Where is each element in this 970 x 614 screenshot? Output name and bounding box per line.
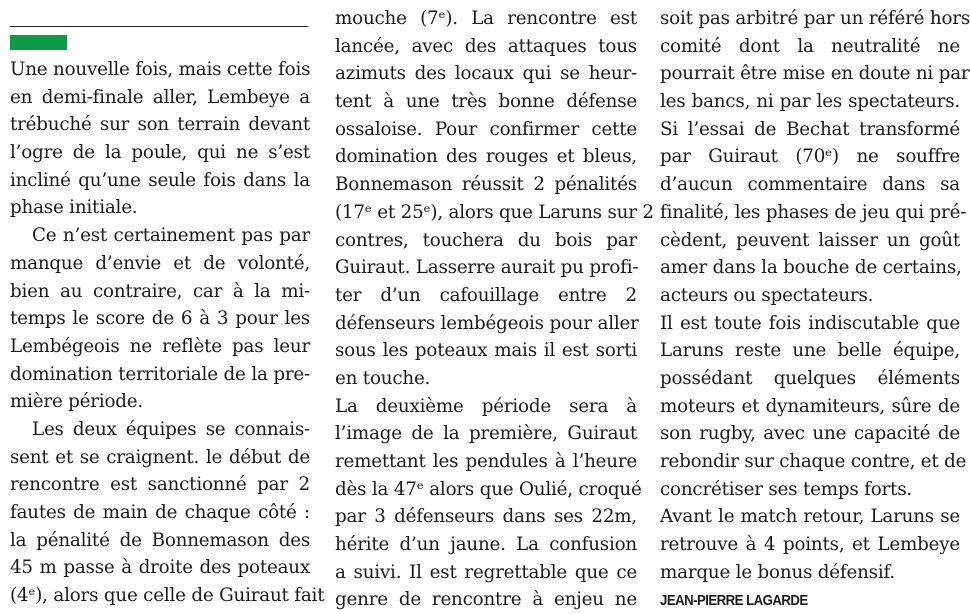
text-line: domination territoriale de la pre- xyxy=(10,363,310,385)
text-line: 45 m passe à droite des poteaux xyxy=(10,557,310,579)
text-line: trébuché sur son terrain devant xyxy=(10,114,310,136)
text-line: d’aucun commentaire dans sa xyxy=(660,174,960,196)
text-line: son rugby, avec une capacité de xyxy=(660,423,960,445)
text-line: en demi-finale aller, Lembeye a xyxy=(10,86,310,108)
column-text xyxy=(660,5,970,610)
text-line: La deuxième période sera à xyxy=(335,395,637,417)
text-line: possédant quelques éléments xyxy=(660,367,960,389)
text-line: Laruns reste une belle équipe, xyxy=(660,340,960,362)
text-line: hérite d’un jaune. La confusion xyxy=(335,534,637,556)
text-line: ossaloise. Pour confirmer cette xyxy=(335,118,637,140)
text-line: comité dont la neutralité ne xyxy=(660,35,960,57)
text-line: phase initiale. xyxy=(10,197,138,219)
text-line: l’image de la première, Guiraut xyxy=(335,423,637,445)
article-column-1 xyxy=(10,0,325,607)
column-text xyxy=(10,56,325,610)
text-line: amer dans la bouche de certains, xyxy=(660,257,962,279)
text-line: Avant le match retour, Laruns se xyxy=(660,506,960,528)
text-line: lancée, avec des attaques tous xyxy=(335,35,637,57)
text-line: par Guiraut (70ᵉ) ne souffre xyxy=(660,146,960,168)
text-line: acteurs ou spectateurs. xyxy=(660,284,874,306)
text-line: retrouve à 4 points, et Lembeye xyxy=(660,534,960,556)
text-line: Si l’essai de Bechat transformé xyxy=(660,118,960,140)
text-line: bien au contraire, car à la mi- xyxy=(10,280,310,302)
text-line: Ce n’est certainement pas par xyxy=(32,225,310,247)
text-line: remettant les pendules à l’heure xyxy=(335,451,637,472)
text-line: marque le bonus défensif. xyxy=(660,561,896,583)
text-line: moteurs et dynamiteurs, sûre de xyxy=(660,395,960,417)
text-line: rencontre est sanctionné par 2 xyxy=(10,474,310,496)
text-line: ter d’un cafouillage entre 2 xyxy=(335,284,637,306)
text-line: soit pas arbitré par un référé hors xyxy=(660,8,970,29)
text-line: la pénalité de Bonnemason des xyxy=(10,529,310,551)
text-line: Une nouvelle fois, mais cette fois xyxy=(10,59,311,80)
text-line: tent à une très bonne défense xyxy=(335,91,637,113)
text-line: concrétiser ses temps forts. xyxy=(660,478,912,500)
text-line: Il est toute fois indiscutable que xyxy=(660,312,960,334)
text-line: défenseurs lembégeois pour aller xyxy=(335,312,639,334)
text-line: temps le score de 6 à 3 pour les xyxy=(10,308,310,330)
text-line: mouche (7ᵉ). La rencontre est xyxy=(335,8,637,29)
column-text xyxy=(335,5,654,614)
text-line: contres, touchera du bois par xyxy=(335,229,637,251)
text-line: genre de rencontre à enjeu ne xyxy=(335,589,637,611)
text-line: dès la 47ᵉ alors que Oulié, croqué xyxy=(335,478,642,500)
author-signature: JEAN-PIERRE LAGARDE xyxy=(660,592,808,610)
text-line: Guiraut. Lasserre aurait pu profi- xyxy=(335,257,639,279)
text-line: sent et se craignent. le début de xyxy=(10,446,310,468)
text-line: a suivi. Il est regrettable que ce xyxy=(335,561,637,583)
text-line: finalité, les phases de jeu qui pré- xyxy=(660,201,967,223)
text-line: (17ᵉ et 25ᵉ), alors que Laruns sur 2 xyxy=(335,201,654,223)
text-line: cèdent, peuvent laisser un goût xyxy=(660,229,960,251)
text-line: mière période. xyxy=(10,391,144,413)
text-line: fautes de main de chaque côté : xyxy=(10,502,310,523)
text-line: incliné qu’une seule fois dans la xyxy=(10,169,310,191)
text-line: par 3 défenseurs dans ses 22m, xyxy=(335,506,637,528)
article-column-2 xyxy=(335,0,654,611)
text-line: les bancs, ni par les spectateurs. xyxy=(660,91,960,113)
text-line: rebondir sur chaque contre, et de xyxy=(660,451,967,472)
text-line: manque d’envie et de volonté, xyxy=(10,252,310,274)
text-line: Les deux équipes se connais- xyxy=(32,418,310,440)
text-line: Lembégeois ne reflète pas leur xyxy=(10,335,310,357)
text-line: en touche. xyxy=(335,367,431,389)
text-line: Bonnemason réussit 2 pénalités xyxy=(335,174,637,196)
text-line: domination des rouges et bleus, xyxy=(335,146,637,168)
text-line: pourrait être mise en doute ni par xyxy=(660,63,970,85)
article-column-3 xyxy=(660,0,970,610)
text-line: (4ᵉ), alors que celle de Guiraut fait xyxy=(10,585,325,607)
text-line: sous les poteaux mais il est sorti xyxy=(335,340,637,362)
text-line: l’ogre de la poule, qui ne s’est xyxy=(10,142,310,164)
text-line: azimuts des locaux qui se heur- xyxy=(335,63,637,85)
